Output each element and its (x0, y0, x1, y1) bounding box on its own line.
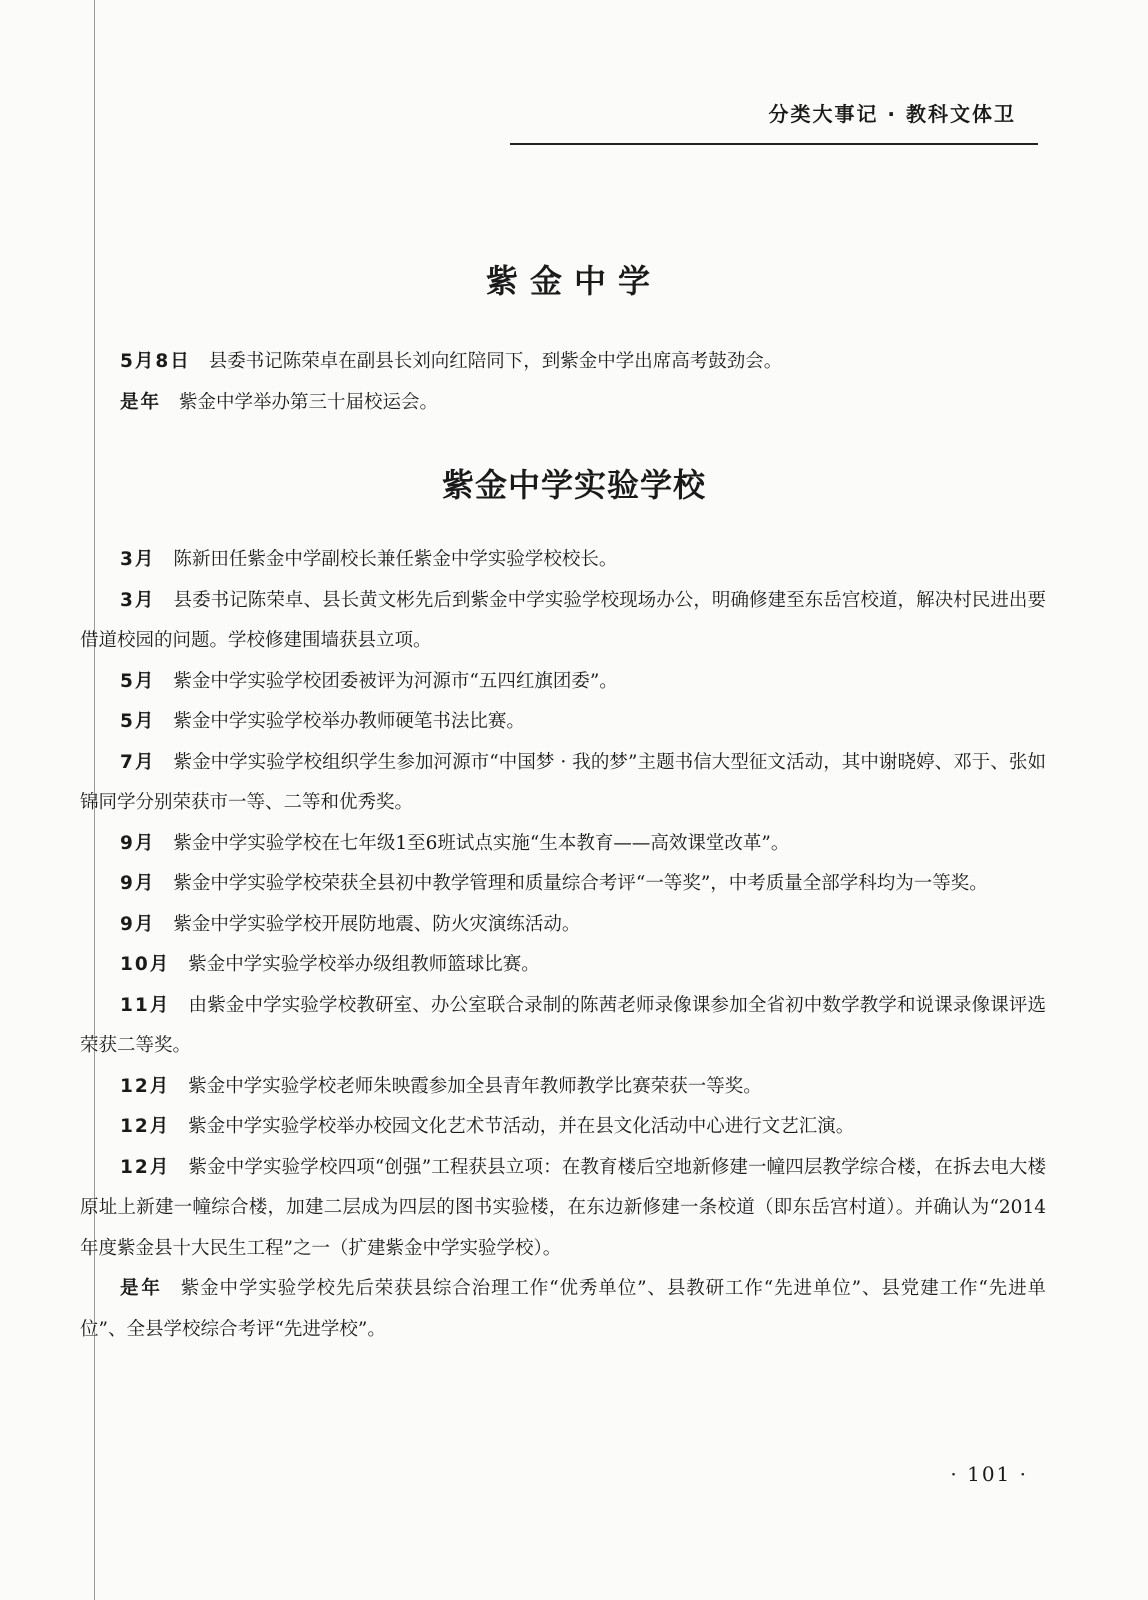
entry-text: 县委书记陈荣卓在副县长刘向红陪同下，到紫金中学出席高考鼓劲会。 (208, 351, 783, 372)
list-item (80, 342, 1046, 383)
entry-date: 3月 (120, 549, 156, 570)
entry-date: 10月 (120, 954, 171, 975)
header-rule (510, 143, 1038, 145)
entry-text: 紫金中学实验学校组织学生参加河源市“中国梦 · 我的梦”主题书信大型征文活动，其中谢晓婷、邓于、张如锦同学分别荣获市一等、二等和优秀奖。 (80, 751, 1046, 813)
entry-date: 12月 (120, 1116, 171, 1137)
list-item (80, 824, 1046, 865)
list-item (80, 945, 1046, 986)
list-item (80, 702, 1046, 743)
entry-text: 紫金中学实验学校老师朱映霞参加全县青年教师教学比赛荣获一等奖。 (188, 1075, 762, 1097)
entry-text: 紫金中学实验学校举办级组教师篮球比赛。 (188, 954, 540, 975)
entry-date: 9月 (120, 873, 156, 894)
list-item (80, 581, 1046, 662)
entry-text: 紫金中学实验学校团委被评为河源市“五四红旗团委”。 (173, 670, 618, 692)
entry-text: 由紫金中学实验学校教研室、办公室联合录制的陈茜老师录像课参加全省初中数学教学和说课录像课评选荣获二等奖。 (80, 994, 1046, 1056)
entry-date: 5月 (120, 711, 156, 732)
entry-date: 12月 (120, 1156, 171, 1178)
entry-text: 紫金中学实验学校开展防地震、防火灾演练活动。 (173, 913, 581, 935)
entry-text: 紫金中学实验学校举办教师硬笔书法比赛。 (173, 711, 525, 732)
entry-date: 12月 (120, 1075, 171, 1097)
list-item (80, 1269, 1046, 1350)
entry-text: 紫金中学实验学校荣获全县初中教学管理和质量综合考评“一等奖”，中考质量全部学科均为一等奖。 (173, 873, 988, 894)
entry-date: 11月 (120, 994, 171, 1016)
entry-date: 是年 (120, 1278, 163, 1299)
list-item (80, 1067, 1046, 1108)
page-number: · 101 · (950, 1462, 1028, 1486)
section-title-zijin-middle-school: 紫金中学 (485, 262, 662, 300)
list-item (80, 743, 1046, 824)
entry-text: 紫金中学实验学校在七年级1至6班试点实施“生本教育——高效课堂改革”。 (173, 832, 790, 854)
list-item (80, 662, 1046, 703)
running-header: 分类大事记 · 教科文体卫 (768, 102, 1016, 126)
entry-text: 紫金中学实验学校举办校园文化艺术节活动，并在县文化活动中心进行文艺汇演。 (188, 1116, 855, 1137)
entry-text: 紫金中学实验学校四项“创强”工程获县立项：在教育楼后空地新修建一幢四层教学综合楼，在拆去电大楼原址上新建一幢综合楼，加建二层成为四层的图书实验楼，在东边新修建一条校道（即东岳宫村道）。并确认为“2014年度紫金县十大民生工程”之一（扩建紫金中学实验学校）。 (80, 1156, 1046, 1259)
list-item (80, 864, 1046, 905)
entry-date: 5月 (120, 670, 156, 692)
list-item (80, 540, 1046, 581)
entry-list-experimental-school (80, 540, 1046, 1350)
entry-text: 紫金中学举办第三十届校运会。 (179, 391, 439, 413)
entry-date: 9月 (120, 832, 156, 854)
list-item (80, 383, 1046, 424)
entry-date: 9月 (120, 913, 156, 935)
entry-text: 县委书记陈荣卓、县长黄文彬先后到紫金中学实验学校现场办公，明确修建至东岳宫校道，解决村民进出要借道校园的问题。学校修建围墙获县立项。 (80, 589, 1046, 651)
section-title-experimental-school: 紫金中学实验学校 (441, 466, 706, 504)
entry-date: 5月8日 (120, 351, 191, 372)
list-item (80, 905, 1046, 946)
list-item (80, 1107, 1046, 1148)
entry-date: 3月 (120, 589, 156, 611)
entry-date: 7月 (120, 751, 156, 773)
entry-text: 紫金中学实验学校先后荣获县综合治理工作“优秀单位”、县教研工作“先进单位”、县党建工作“先进单位”、全县学校综合考评“先进学校”。 (80, 1278, 1046, 1340)
entry-text: 陈新田任紫金中学副校长兼任紫金中学实验学校校长。 (173, 549, 618, 570)
list-item (80, 986, 1046, 1067)
entry-date: 是年 (120, 391, 162, 413)
entry-list-zijin-middle-school (80, 342, 1046, 423)
list-item (80, 1148, 1046, 1270)
